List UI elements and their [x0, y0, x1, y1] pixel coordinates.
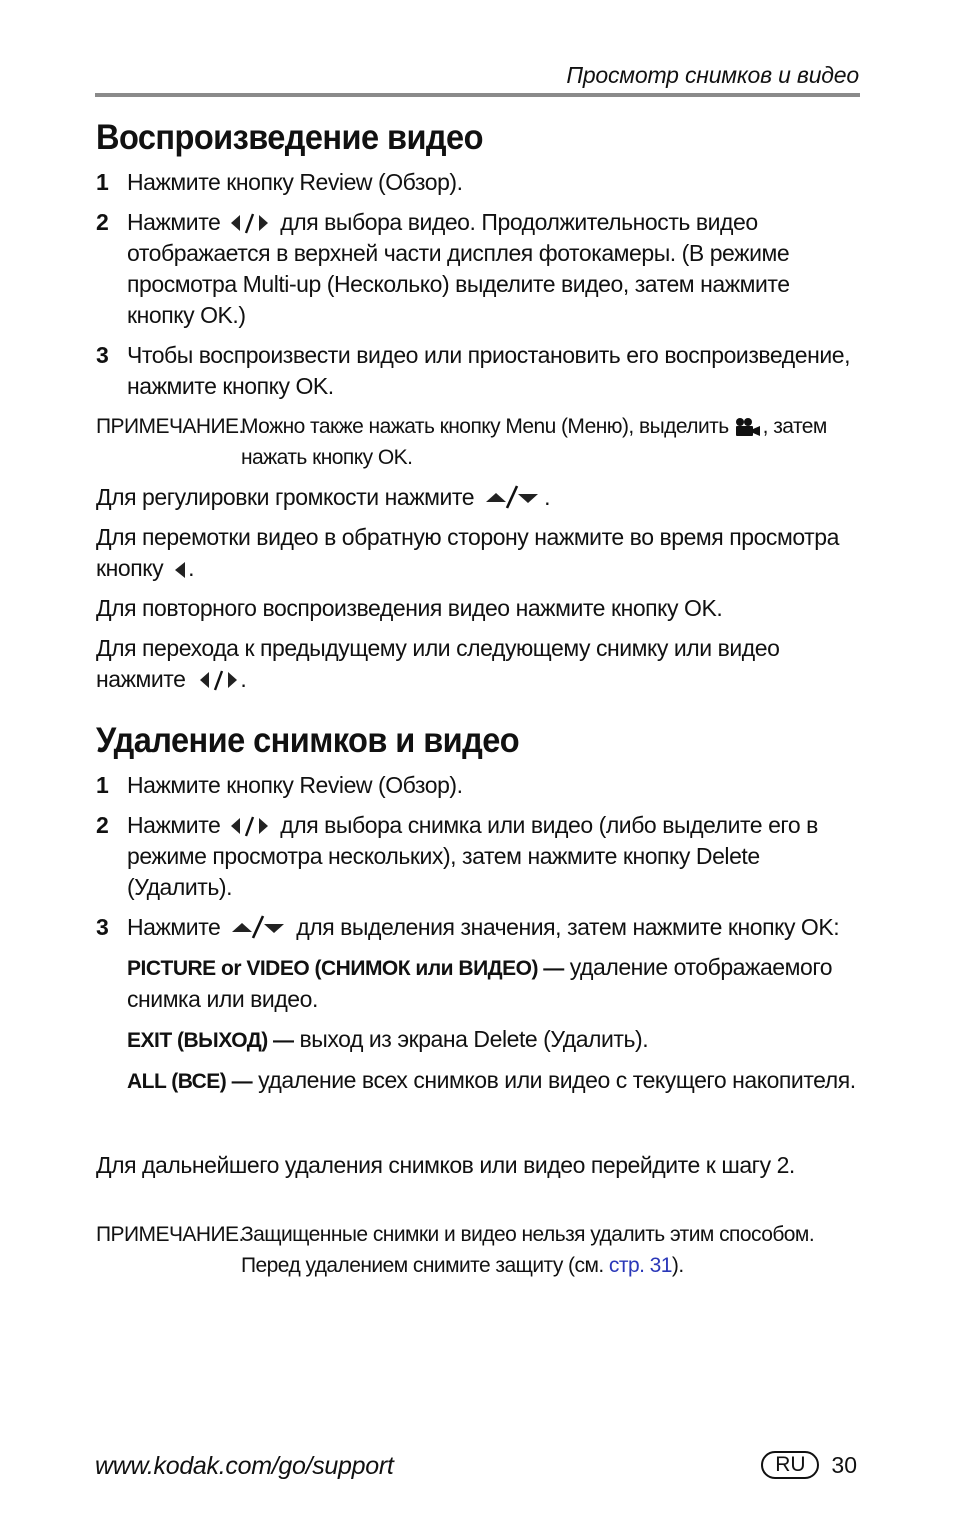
- delete-step-2: [96, 810, 860, 903]
- rewind-text-post: .: [188, 555, 195, 581]
- option-label: PICTURE or VIDEO (СНИМОК или ВИДЕО) —: [127, 957, 564, 980]
- step-text-post: для выделения значения, затем нажмите кнопку OK:: [296, 914, 840, 940]
- playback-steps: [96, 167, 860, 402]
- support-url: www.kodak.com/go/support: [95, 1452, 394, 1480]
- left-arrow-icon: [173, 560, 187, 580]
- step-number: 1: [96, 169, 109, 195]
- navigate-text-post: .: [240, 666, 247, 692]
- replay-paragraph: Для повторного воспроизведения видео нажмите кнопку OK.: [96, 595, 723, 621]
- playback-note: [96, 411, 860, 473]
- delete-steps: [96, 770, 860, 943]
- page-number: 30: [831, 1451, 857, 1478]
- continue-paragraph: Для дальнейшего удаления снимков или видео перейдите к шагу 2.: [96, 1152, 795, 1178]
- step-text-pre: Нажмите: [127, 914, 221, 940]
- note-text-post: ).: [671, 1254, 684, 1277]
- playback-step-2: [96, 207, 860, 331]
- step-text: Нажмите кнопку Review (Обзор).: [127, 772, 463, 798]
- step-text: [127, 912, 860, 943]
- page-content: [96, 118, 860, 1281]
- playback-step-1: [96, 167, 860, 198]
- playback-section: [96, 118, 860, 695]
- footer-right: [761, 1451, 857, 1479]
- note-text-post: , затем нажать кнопку OK.: [241, 415, 827, 469]
- delete-note: [96, 1219, 860, 1281]
- option-text: выход из экрана Delete (Удалить).: [299, 1026, 649, 1052]
- step-number: 3: [96, 914, 109, 940]
- navigate-paragraph: [96, 633, 860, 695]
- rewind-paragraph: [96, 522, 860, 584]
- step-text: Нажмите кнопку Review (Обзор).: [127, 169, 463, 195]
- step-number: 2: [96, 812, 109, 838]
- left-right-arrows-icon: [230, 212, 270, 234]
- playback-title: Воспроизведение видео: [96, 118, 483, 157]
- page-31-link[interactable]: стр. 31: [608, 1254, 672, 1277]
- volume-text-pre: Для регулировки громкости нажмите: [96, 484, 475, 510]
- left-right-arrows-icon: [230, 815, 270, 837]
- step-number: 3: [96, 342, 109, 368]
- option-label: EXIT (ВЫХОД) —: [127, 1029, 294, 1052]
- step-text-post: для выбора видео. Продолжительность видео отображается в верхней части дисплея фотокамеры. (В режиме просмотра Multi-up (Несколько) выделите видео, затем нажмите кнопку OK.): [127, 209, 790, 328]
- video-camera-icon: [735, 417, 761, 437]
- note-text-pre: Можно также нажать кнопку Menu (Меню), выделить: [241, 415, 729, 438]
- rewind-text-pre: Для перемотки видео в обратную сторону нажмите во время просмотра кнопку: [96, 524, 839, 581]
- delete-title: Удаление снимков и видео: [96, 721, 520, 760]
- section-header: [0, 0, 954, 100]
- header-rule: [95, 93, 860, 97]
- navigate-text-pre: Для перехода к предыдущему или следующему снимку или видео нажмите: [96, 635, 780, 692]
- option-exit: [127, 1024, 860, 1056]
- up-down-arrows-icon: [230, 915, 286, 939]
- step-text-pre: Нажмите: [127, 812, 221, 838]
- delete-section: [96, 721, 860, 1281]
- step-number: 1: [96, 772, 109, 798]
- language-badge: RU: [761, 1451, 819, 1479]
- left-right-arrows-icon: [199, 669, 239, 691]
- step-text: [127, 207, 860, 331]
- step-text: Чтобы воспроизвести видео или приостановить его воспроизведение, нажмите кнопку OK.: [127, 342, 851, 399]
- volume-text-post: .: [544, 484, 551, 510]
- option-label: ALL (ВСЕ) —: [127, 1070, 253, 1093]
- step-text-post: для выбора снимка или видео (либо выделите его в режиме просмотра нескольких), затем нажмите кнопку Delete (Удалить).: [127, 812, 818, 900]
- option-text: удаление всех снимков или видео с текущего накопителя.: [258, 1067, 856, 1093]
- note-label: ПРИМЕЧАНИЕ.: [96, 415, 244, 438]
- option-all: [127, 1065, 860, 1097]
- note-text: [241, 1219, 860, 1281]
- delete-step-1: [96, 770, 860, 801]
- note-text: [241, 411, 860, 473]
- option-picture-or-video: [127, 952, 860, 1015]
- note-label: ПРИМЕЧАНИЕ.: [96, 1223, 244, 1246]
- step-number: 2: [96, 209, 109, 235]
- section-title: Просмотр снимков и видео: [566, 62, 859, 88]
- option-text: удаление отображаемого снимка или видео.: [127, 954, 833, 1012]
- volume-paragraph: [96, 482, 860, 513]
- note-text-pre: Защищенные снимки и видео нельзя удалить этим способом. Перед удалением снимите защиту (см.: [241, 1223, 815, 1277]
- delete-step-3: [96, 912, 860, 943]
- playback-step-3: [96, 340, 860, 402]
- step-text-pre: Нажмите: [127, 209, 221, 235]
- up-down-arrows-icon: [484, 485, 540, 509]
- step-text: [127, 810, 860, 903]
